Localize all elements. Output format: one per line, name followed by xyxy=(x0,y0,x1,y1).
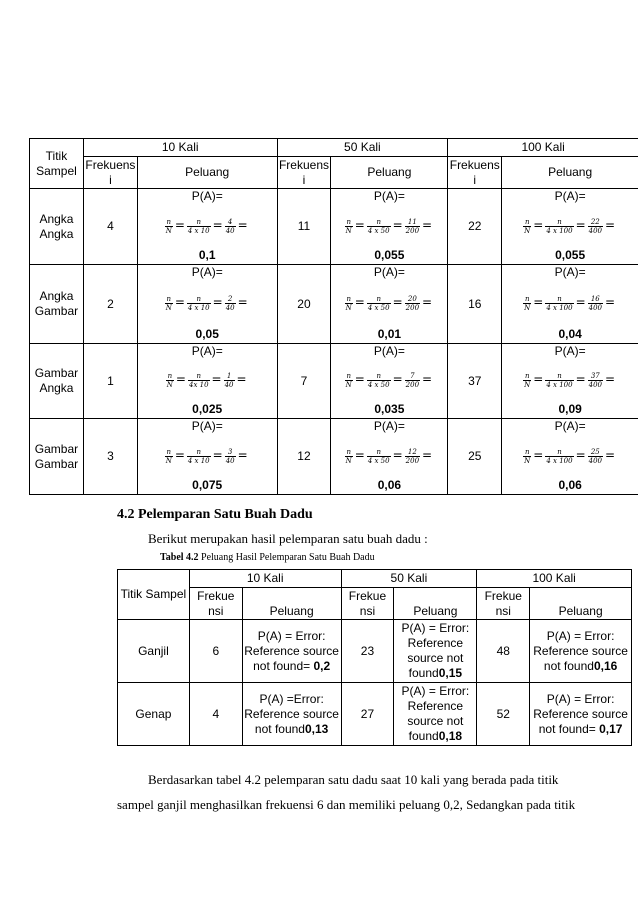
peluang-cell xyxy=(331,344,448,419)
peluang-formula: $\frac{n}{N}$ = $\frac{n}{4 x 10}$ = $\frac{3}{40}$ = xyxy=(165,447,248,465)
n-over-N-fraction xyxy=(165,218,173,235)
fraction-numerator: n xyxy=(187,295,211,304)
header-group-10: 10 Kali xyxy=(83,139,277,157)
fraction-denominator: 4 x 100 xyxy=(546,304,573,312)
peluang-value: 0,2 xyxy=(313,658,331,673)
fraction-numerator: 12 xyxy=(405,448,420,457)
fraction-numerator: n xyxy=(524,447,530,456)
fraction-numerator: n xyxy=(545,448,573,457)
fraction-denominator: N xyxy=(165,456,172,465)
fraction-denominator: 4 x 10 xyxy=(187,226,210,235)
table-row xyxy=(118,620,632,683)
frekuensi-cell: 48 xyxy=(477,620,530,683)
coin-probability-table xyxy=(29,138,638,495)
fraction-numerator: n xyxy=(346,295,351,303)
fraction-numerator: 16 xyxy=(588,295,603,304)
fraction-numerator: 22 xyxy=(588,218,603,227)
fraction-numerator: n xyxy=(188,372,210,381)
peluang-label: P(A)= xyxy=(191,344,223,358)
fraction-denominator: N xyxy=(524,381,531,389)
value-fraction xyxy=(588,372,603,389)
fraction-denominator: N xyxy=(165,304,172,312)
section-heading: 4.2 Pelemparan Satu Buah Dadu xyxy=(117,507,313,522)
fraction-numerator: n xyxy=(524,295,530,303)
fraction-numerator: n xyxy=(166,217,171,226)
table-row xyxy=(30,265,638,344)
value-fraction xyxy=(225,218,236,235)
fraction-numerator: n xyxy=(545,295,573,304)
peluang-value: 0,055 xyxy=(555,248,586,262)
table-row xyxy=(30,189,638,265)
frekuensi-cell: 4 xyxy=(189,683,242,746)
paragraph-line-1: Berdasarkan tabel 4.2 pelemparan satu dadu saat 10 kali yang berada pada titik xyxy=(148,772,559,787)
header-frekuensi: Frekuens i xyxy=(85,157,136,187)
peluang-label: P(A)= xyxy=(373,344,405,358)
fraction-numerator: n xyxy=(346,217,351,226)
fraction-numerator: n xyxy=(187,448,211,457)
sample-point-cell: Gambar Angka xyxy=(30,344,84,419)
peluang-label: P(A)= xyxy=(373,189,405,203)
peluang-cell xyxy=(242,620,341,683)
header-peluang: Peluang xyxy=(137,157,277,189)
frekuensi-cell: 20 xyxy=(277,265,331,344)
header-peluang: Peluang xyxy=(331,157,448,189)
fraction-denominator: 4 x 50 xyxy=(367,456,390,465)
peluang-cell xyxy=(331,265,448,344)
n-over-trials-fraction xyxy=(367,295,391,312)
peluang-formula: $\frac{n}{N}$ = $\frac{n}{4 x 100}$ = $\frac{22}{400}$ = xyxy=(524,217,616,235)
frekuensi-cell: 7 xyxy=(277,344,331,419)
header-frekuensi: Frekue nsi xyxy=(189,588,242,620)
fraction-denominator: N xyxy=(524,456,531,465)
n-over-trials-fraction xyxy=(187,448,211,465)
peluang-text: P(A) = Error: Reference source not found= xyxy=(244,628,339,673)
frekuensi-cell: 2 xyxy=(83,265,137,344)
header-group-50: 50 Kali xyxy=(277,139,448,157)
n-over-trials-fraction xyxy=(187,218,211,235)
peluang-cell xyxy=(394,620,477,683)
peluang-value: 0,01 xyxy=(377,327,402,341)
peluang-cell xyxy=(502,265,638,344)
fraction-denominator: N xyxy=(345,381,352,389)
peluang-formula: $\frac{n}{N}$ = $\frac{n}{4 x 100}$ = $\frac{25}{400}$ = xyxy=(524,447,616,465)
peluang-value: 0,13 xyxy=(304,721,329,736)
peluang-formula: $\frac{n}{N}$ = $\frac{n}{4 x 100}$ = $\frac{37}{400}$ = xyxy=(524,372,616,389)
frekuensi-cell: 6 xyxy=(189,620,242,683)
peluang-value: 0,06 xyxy=(558,478,582,492)
peluang-text: P(A) = Error: Reference source not found xyxy=(401,621,470,680)
frekuensi-cell: 22 xyxy=(448,189,502,265)
fraction-denominator: 4 x 10 xyxy=(187,304,210,312)
peluang-value: 0,09 xyxy=(558,402,582,416)
fraction-denominator: 400 xyxy=(588,226,602,235)
fraction-denominator: 4 x 50 xyxy=(367,381,390,389)
peluang-cell xyxy=(530,683,632,746)
header-peluang: Peluang xyxy=(242,588,341,620)
dice-probability-table xyxy=(117,569,632,746)
header-group-10: 10 Kali xyxy=(189,570,341,588)
peluang-label: P(A)= xyxy=(373,265,405,279)
fraction-numerator: n xyxy=(524,217,530,226)
fraction-numerator: n xyxy=(166,447,171,456)
n-over-trials-fraction xyxy=(545,448,573,465)
peluang-value: 0,05 xyxy=(195,327,219,341)
frekuensi-cell: 1 xyxy=(83,344,137,419)
peluang-formula: $\frac{n}{N}$ = $\frac{n}{4 x 50}$ = $\frac{12}{200}$ = xyxy=(345,447,433,465)
frekuensi-cell: 52 xyxy=(477,683,530,746)
header-peluang: Peluang xyxy=(502,157,638,189)
caption-label: Tabel 4.2 xyxy=(160,552,199,563)
peluang-cell xyxy=(502,344,638,419)
frekuensi-cell: 11 xyxy=(277,189,331,265)
peluang-label: P(A)= xyxy=(373,419,405,433)
n-over-trials-fraction xyxy=(545,295,573,312)
fraction-denominator: N xyxy=(345,304,352,312)
fraction-numerator: 11 xyxy=(405,218,420,227)
frekuensi-cell: 37 xyxy=(448,344,502,419)
frekuensi-cell: 25 xyxy=(448,419,502,495)
peluang-value: 0,055 xyxy=(374,248,405,262)
peluang-formula: $\frac{n}{N}$ = $\frac{n}{4 x 50}$ = $\frac{7}{200}$ = xyxy=(345,372,433,389)
peluang-formula: $\frac{n}{N}$ = $\frac{n}{4 x 10}$ = $\frac{2}{40}$ = xyxy=(165,295,248,312)
fraction-denominator: N xyxy=(524,304,531,312)
table-row xyxy=(30,344,638,419)
section-intro: Berikut merupakan hasil pelemparan satu buah dadu : xyxy=(148,531,428,546)
peluang-cell xyxy=(502,419,638,495)
fraction-numerator: n xyxy=(346,447,351,456)
peluang-text: P(A) =Error: Reference source not found xyxy=(244,691,339,736)
fraction-numerator: n xyxy=(524,372,530,380)
peluang-label: P(A)= xyxy=(191,419,223,433)
n-over-trials-fraction xyxy=(187,295,211,312)
fraction-denominator: 400 xyxy=(588,304,602,312)
n-over-trials-fraction xyxy=(545,372,573,389)
fraction-numerator: 4 xyxy=(225,218,236,227)
value-fraction xyxy=(225,448,236,465)
n-over-trials-fraction xyxy=(367,448,391,465)
peluang-cell xyxy=(394,683,477,746)
fraction-denominator: N xyxy=(345,226,352,235)
fraction-numerator: n xyxy=(367,448,391,457)
fraction-numerator: n xyxy=(367,218,391,227)
fraction-denominator: 4 x 100 xyxy=(546,381,573,389)
peluang-cell xyxy=(331,419,448,495)
fraction-numerator: n xyxy=(545,218,573,227)
peluang-formula: $\frac{n}{N}$ = $\frac{n}{4x 10}$ = $\frac{1}{40}$ = xyxy=(166,372,247,389)
fraction-numerator: n xyxy=(367,372,391,381)
frekuensi-cell: 23 xyxy=(341,620,394,683)
n-over-N-fraction xyxy=(345,295,353,312)
n-over-N-fraction xyxy=(345,448,353,465)
peluang-label: P(A)= xyxy=(191,189,223,203)
header-titik-sampel: Titik Sampel xyxy=(30,139,84,189)
fraction-numerator: 3 xyxy=(225,448,236,457)
peluang-value: 0,16 xyxy=(593,658,618,673)
peluang-value: 0,1 xyxy=(198,248,216,262)
sample-point-cell: Angka Angka xyxy=(30,189,84,265)
fraction-denominator: 200 xyxy=(405,226,420,235)
value-fraction xyxy=(405,448,420,465)
fraction-numerator: n xyxy=(346,372,351,380)
table-row xyxy=(118,683,632,746)
fraction-denominator: N xyxy=(166,381,173,389)
value-fraction xyxy=(588,448,603,465)
peluang-label: P(A)= xyxy=(191,265,223,279)
frekuensi-cell: 16 xyxy=(448,265,502,344)
peluang-value: 0,06 xyxy=(377,478,402,492)
n-over-N-fraction xyxy=(166,372,174,389)
peluang-cell xyxy=(137,419,277,495)
sample-point-cell: Gambar Gambar xyxy=(30,419,84,495)
fraction-denominator: 400 xyxy=(588,381,602,389)
header-titik-sampel: Titik Sampel xyxy=(118,570,190,620)
peluang-text: P(A) = Error: Reference source not found xyxy=(401,684,470,743)
peluang-value: 0,17 xyxy=(599,721,623,736)
fraction-denominator: 40 xyxy=(225,456,235,465)
header-group-100: 100 Kali xyxy=(477,570,632,588)
sample-point-cell: Ganjil xyxy=(118,620,190,683)
value-fraction xyxy=(405,295,420,312)
fraction-numerator: n xyxy=(166,295,171,303)
fraction-numerator: 1 xyxy=(224,372,235,381)
n-over-trials-fraction xyxy=(367,218,391,235)
peluang-label: P(A)= xyxy=(554,265,586,279)
fraction-denominator: 4 x 10 xyxy=(187,456,210,465)
fraction-denominator: 40 xyxy=(224,381,234,389)
frekuensi-cell: 4 xyxy=(83,189,137,265)
fraction-denominator: 200 xyxy=(405,456,420,465)
sample-point-cell: Genap xyxy=(118,683,190,746)
header-frekuensi: Frekuens i xyxy=(449,157,500,187)
header-frekuensi: Frekue nsi xyxy=(341,588,394,620)
peluang-value: 0,025 xyxy=(192,402,223,416)
fraction-denominator: 4 x 50 xyxy=(367,226,390,235)
fraction-denominator: 40 xyxy=(225,226,235,235)
header-frekuensi: Frekue nsi xyxy=(477,588,530,620)
peluang-label: P(A)= xyxy=(554,189,586,203)
header-frekuensi: Frekuens i xyxy=(278,157,329,187)
header-peluang: Peluang xyxy=(530,588,632,620)
peluang-formula: $\frac{n}{N}$ = $\frac{n}{4 x 10}$ = $\frac{4}{40}$ = xyxy=(165,217,248,235)
n-over-trials-fraction xyxy=(188,372,210,389)
frekuensi-cell: 12 xyxy=(277,419,331,495)
peluang-text: P(A) = Error: Reference source not found= xyxy=(533,691,628,736)
peluang-formula: $\frac{n}{N}$ = $\frac{n}{4 x 50}$ = $\frac{20}{200}$ = xyxy=(345,295,433,312)
peluang-cell xyxy=(502,189,638,265)
peluang-value: 0,035 xyxy=(374,402,405,416)
peluang-value: 0,075 xyxy=(192,478,223,492)
fraction-numerator: 25 xyxy=(588,448,603,457)
n-over-N-fraction xyxy=(345,218,353,235)
fraction-numerator: n xyxy=(545,372,573,381)
fraction-numerator: 2 xyxy=(225,295,236,304)
n-over-N-fraction xyxy=(165,295,173,312)
n-over-trials-fraction xyxy=(545,218,573,235)
peluang-cell xyxy=(242,683,341,746)
fraction-denominator: 4 x 100 xyxy=(546,456,573,465)
peluang-label: P(A)= xyxy=(554,344,586,358)
fraction-denominator: 400 xyxy=(588,456,602,465)
fraction-denominator: N xyxy=(524,226,531,235)
frekuensi-cell: 27 xyxy=(341,683,394,746)
peluang-value: 0,18 xyxy=(438,729,463,743)
peluang-cell xyxy=(137,344,277,419)
paragraph-line-2: sampel ganjil menghasilkan frekuensi 6 dan memiliki peluang 0,2, Sedangkan pada titik xyxy=(117,797,576,812)
peluang-text: P(A) = Error: Reference source not found xyxy=(533,628,628,673)
table-caption xyxy=(160,552,375,563)
peluang-cell xyxy=(137,189,277,265)
fraction-denominator: 200 xyxy=(405,304,420,312)
n-over-trials-fraction xyxy=(367,372,391,389)
n-over-N-fraction xyxy=(165,448,173,465)
value-fraction xyxy=(405,218,420,235)
value-fraction xyxy=(224,372,235,389)
peluang-cell xyxy=(137,265,277,344)
n-over-N-fraction xyxy=(345,372,353,389)
peluang-formula: $\frac{n}{N}$ = $\frac{n}{4 x 50}$ = $\frac{11}{200}$ = xyxy=(345,217,433,235)
fraction-numerator: 37 xyxy=(588,372,603,381)
sample-point-cell: Angka Gambar xyxy=(30,265,84,344)
peluang-value: 0,04 xyxy=(558,327,582,341)
header-group-50: 50 Kali xyxy=(341,570,477,588)
peluang-value: 0,15 xyxy=(438,666,463,680)
fraction-numerator: 20 xyxy=(405,295,420,304)
peluang-cell xyxy=(530,620,632,683)
frekuensi-cell: 3 xyxy=(83,419,137,495)
fraction-denominator: 4 x 50 xyxy=(367,304,390,312)
peluang-label: P(A)= xyxy=(554,419,586,433)
fraction-numerator: 7 xyxy=(405,372,420,381)
fraction-numerator: n xyxy=(167,372,173,380)
fraction-denominator: 4 x 100 xyxy=(546,226,573,235)
fraction-denominator: 200 xyxy=(405,381,420,389)
fraction-denominator: 4x 10 xyxy=(188,381,209,389)
table-row xyxy=(30,419,638,495)
fraction-denominator: 40 xyxy=(225,304,235,312)
fraction-denominator: N xyxy=(345,456,352,465)
header-peluang: Peluang xyxy=(394,588,477,620)
value-fraction xyxy=(588,295,603,312)
peluang-formula: $\frac{n}{N}$ = $\frac{n}{4 x 100}$ = $\frac{16}{400}$ = xyxy=(524,295,616,312)
value-fraction xyxy=(405,372,420,389)
fraction-numerator: n xyxy=(367,295,391,304)
fraction-numerator: n xyxy=(187,218,211,227)
peluang-cell xyxy=(331,189,448,265)
value-fraction xyxy=(225,295,236,312)
value-fraction xyxy=(588,218,603,235)
header-group-100: 100 Kali xyxy=(448,139,638,157)
fraction-denominator: N xyxy=(165,226,172,235)
caption-text: Peluang Hasil Pelemparan Satu Buah Dadu xyxy=(198,552,375,563)
